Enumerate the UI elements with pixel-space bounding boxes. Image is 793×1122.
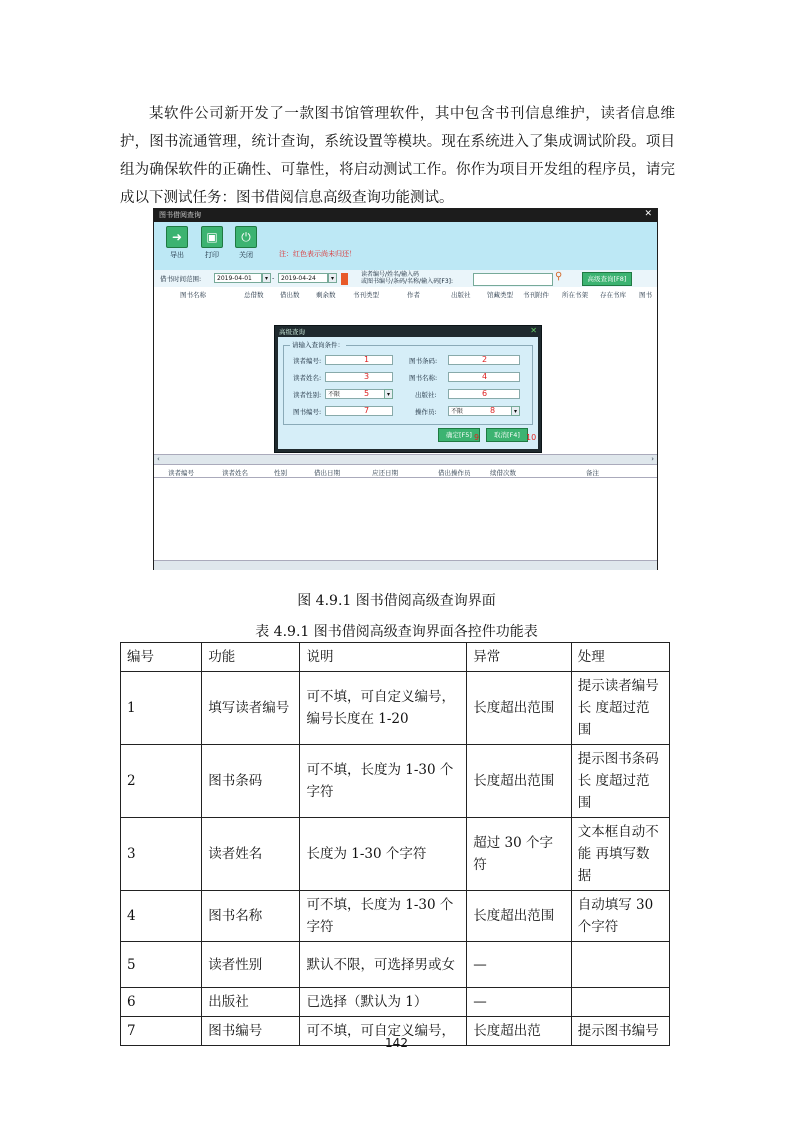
column-header[interactable]: 所在书架	[562, 291, 588, 299]
close-icon[interactable]: ✕	[644, 209, 652, 219]
operator-label: 操作员:	[415, 408, 437, 416]
callout-number: 6	[482, 389, 488, 398]
column-header[interactable]: 图书名称	[180, 291, 206, 299]
header-cell: 功能	[202, 643, 300, 672]
table-cell	[571, 988, 669, 1017]
table-cell: 1	[121, 672, 202, 745]
date-from-field[interactable]: 2019-04-01	[214, 273, 262, 283]
table-caption: 表 4.9.1 图书借阅高级查询界面各控件功能表	[255, 624, 538, 640]
print-icon: ▣	[201, 226, 223, 248]
cancel-button[interactable]: 取消[F4]	[486, 428, 528, 442]
table-cell: 5	[121, 942, 202, 988]
table-cell: 提示图书条码长 度超过范围	[571, 745, 669, 818]
table-cell: —	[467, 942, 572, 988]
table-cell: 长度超出范	[467, 1017, 572, 1046]
intro-paragraph: 某软件公司新开发了一款图书馆管理软件，其中包含书刊信息维护，读者信息维护，图书流通管理，统计查询，系统设置等模块。现在系统进入了集成调试阶段。项目组为确保软件的正确性、可靠性，将启动测试工作。你作为项目开发组的程序员，请完成以下测试任务：图书借阅信息高级查询功能测试。	[120, 106, 675, 206]
condition-legend: 请输入查询条件：	[292, 341, 344, 349]
figure-caption: 图 4.9.1 图书借阅高级查询界面	[297, 593, 496, 609]
chevron-down-icon[interactable]: ▾	[384, 389, 393, 399]
condition-group	[283, 341, 533, 425]
table-cell: 已选择（默认为 1）	[300, 988, 467, 1017]
callout-number: 1	[364, 355, 370, 364]
toolbar	[154, 222, 657, 271]
table-cell: 可不填，可自定义编号，	[300, 1017, 467, 1046]
header-cell: 异常	[467, 643, 572, 672]
table-cell: 可不填，可自定义编号，编号长度在 1-20	[300, 672, 467, 745]
barcode-label: 图书条码:	[409, 357, 438, 365]
column-header[interactable]: 总借数	[244, 291, 264, 299]
range-dash: -	[272, 274, 275, 282]
header-cell: 编号	[121, 643, 202, 672]
book-id-label: 图书编号:	[293, 408, 322, 416]
table-cell: 2	[121, 745, 202, 818]
table-cell: 图书条码	[202, 745, 300, 818]
table-cell	[571, 942, 669, 988]
reader-id-label: 读者编号:	[293, 357, 322, 365]
column-header[interactable]: 借出日期	[314, 469, 340, 477]
divider	[154, 477, 657, 478]
scroll-left-icon[interactable]: ‹	[157, 455, 160, 463]
print-button[interactable]	[197, 226, 227, 260]
borrow-record-grid	[154, 465, 657, 560]
column-header[interactable]: 存在书库	[600, 291, 626, 299]
advanced-query-dialog	[274, 325, 542, 453]
page-number: 142	[385, 1036, 408, 1050]
book-id-input[interactable]	[325, 406, 393, 416]
table-cell: 填写读者编号	[202, 672, 300, 745]
column-header[interactable]: 书刊附件	[523, 291, 549, 299]
dialog-body	[278, 337, 538, 449]
reader-id-input[interactable]	[325, 355, 393, 365]
window-title: 图书借阅查询	[159, 211, 201, 219]
hint-line-2: 或图书编号/条码/名称/输入码[F3]:	[361, 278, 454, 285]
horizontal-scrollbar[interactable]	[154, 454, 657, 465]
callout-number: 7	[364, 406, 370, 415]
reader-name-label: 读者姓名:	[293, 374, 322, 382]
window-titlebar	[154, 209, 657, 222]
dialog-title: 高级查询	[279, 328, 305, 336]
column-header[interactable]: 续借次数	[490, 469, 516, 477]
table-row	[121, 818, 670, 891]
ok-button[interactable]: 确定[F5]	[438, 428, 480, 442]
close-icon[interactable]: ✕	[530, 326, 537, 335]
search-hint	[361, 271, 453, 285]
table-header-row	[121, 643, 670, 672]
header-cell: 处理	[571, 643, 669, 672]
chevron-down-icon[interactable]: ▾	[511, 406, 520, 416]
scroll-right-icon[interactable]: ›	[651, 455, 654, 463]
column-header[interactable]: 读者姓名	[222, 469, 248, 477]
callout-number: 10	[526, 433, 537, 442]
column-header[interactable]: 读者编号	[168, 469, 194, 477]
gender-select[interactable]: 不限	[325, 389, 393, 399]
table-row	[121, 672, 670, 745]
column-header[interactable]: 图书	[639, 291, 652, 299]
column-header[interactable]: 剩余数	[316, 291, 336, 299]
callout-number: 2	[482, 355, 488, 364]
close-label: 关闭	[239, 251, 253, 259]
chevron-down-icon[interactable]: ▾	[262, 273, 271, 283]
table-cell: 读者姓名	[202, 818, 300, 891]
table-row	[121, 988, 670, 1017]
book-borrow-query-window	[153, 208, 658, 570]
callout-number: 9	[474, 433, 480, 442]
column-header[interactable]: 借出操作员	[438, 469, 471, 477]
status-strip	[154, 560, 657, 570]
table-cell: —	[467, 988, 572, 1017]
close-button[interactable]	[231, 226, 261, 260]
publisher-label: 出版社:	[415, 391, 437, 399]
search-input[interactable]	[473, 273, 553, 286]
callout-number: 4	[482, 372, 488, 381]
column-header[interactable]: 馆藏类型	[487, 291, 513, 299]
table-cell: 3	[121, 818, 202, 891]
table-cell: 可不填，长度为 1-30 个字符	[300, 745, 467, 818]
export-label: 导出	[170, 251, 184, 259]
book-name-label: 图书名称:	[409, 374, 438, 382]
operator-select[interactable]: 不限	[448, 406, 520, 416]
table-cell: 可不填，长度为 1-30 个字符	[300, 891, 467, 942]
table-cell: 超过 30 个字符	[467, 818, 572, 891]
overdue-note: 注：红色表示尚未归还！	[279, 250, 356, 258]
power-icon: ⏻	[235, 226, 257, 248]
table-cell: 文本框自动不能 再填写数据	[571, 818, 669, 891]
function-table	[120, 642, 670, 1046]
column-header[interactable]: 备注	[586, 469, 599, 477]
print-label: 打印	[205, 251, 219, 259]
export-button[interactable]	[162, 226, 192, 260]
table-cell: 4	[121, 891, 202, 942]
column-header[interactable]: 作者	[407, 291, 420, 299]
chevron-down-icon[interactable]: ▾	[328, 273, 337, 283]
table-row	[121, 942, 670, 988]
table-cell: 6	[121, 988, 202, 1017]
table-row	[121, 891, 670, 942]
table-cell: 图书编号	[202, 1017, 300, 1046]
gender-label: 读者性别:	[293, 391, 322, 399]
column-header[interactable]: 借出数	[280, 291, 300, 299]
hint-line-1: 读者编号/姓名/输入码	[361, 271, 420, 278]
range-label: 借书时间范围:	[160, 275, 202, 283]
column-header[interactable]: 出版社	[451, 291, 471, 299]
table-cell: 出版社	[202, 988, 300, 1017]
table-cell: 提示读者编号长 度超过范围	[571, 672, 669, 745]
table-cell: 自动填写 30 个字符	[571, 891, 669, 942]
table-cell: 长度超出范围	[467, 891, 572, 942]
table-cell: 提示图书编号	[571, 1017, 669, 1046]
table-cell: 7	[121, 1017, 202, 1046]
column-header[interactable]: 应还日期	[372, 469, 398, 477]
marker-icon[interactable]	[341, 273, 348, 285]
callout-number: 5	[364, 389, 370, 398]
search-icon[interactable]: ⚲	[555, 271, 563, 282]
callout-number: 8	[490, 406, 496, 415]
date-to-field[interactable]: 2019-04-24	[278, 273, 328, 283]
table-cell: 长度为 1-30 个字符	[300, 818, 467, 891]
filter-bar	[154, 270, 657, 287]
table-cell: 读者性别	[202, 942, 300, 988]
column-header[interactable]: 性别	[274, 469, 287, 477]
table-cell: 长度超出范围	[467, 672, 572, 745]
table-row	[121, 745, 670, 818]
advanced-query-button[interactable]: 高级查询[F8]	[582, 272, 632, 286]
table-cell: 图书名称	[202, 891, 300, 942]
table-cell: 长度超出范围	[467, 745, 572, 818]
header-cell: 说明	[300, 643, 467, 672]
column-header[interactable]: 书刊类型	[353, 291, 379, 299]
callout-number: 3	[364, 372, 370, 381]
table-cell: 默认不限，可选择男或女	[300, 942, 467, 988]
export-arrow-icon: ➜	[166, 226, 188, 248]
reader-name-input[interactable]	[325, 372, 393, 382]
